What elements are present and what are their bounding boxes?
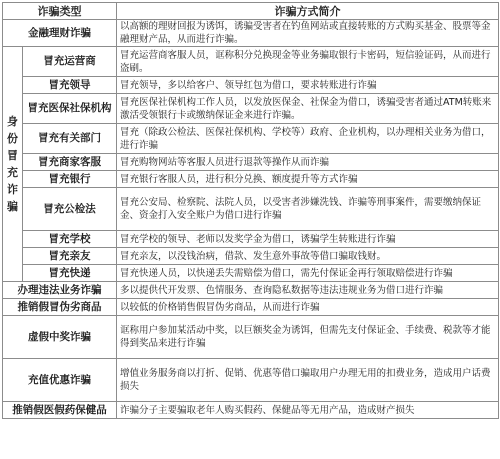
fraud-type-cell: 虚假中奖诈骗 <box>3 316 117 359</box>
fraud-type-cell: 冒充医保社保机构 <box>23 94 117 124</box>
fraud-type-cell: 金融理财诈骗 <box>3 20 117 47</box>
fraud-desc-cell: 诈骗分子主要骗取老年人购买假药、保健品等无用产品，造成财产损失 <box>117 402 499 419</box>
fraud-desc-cell: 冒充银行客服人员，进行积分兑换、额度提升等方式诈骗 <box>117 171 499 188</box>
table-row <box>3 77 499 94</box>
table-row <box>3 124 499 154</box>
fraud-desc-cell: 冒充快递人员，以快递丢失需赔偿为借口，需先付保证金再行领取赔偿进行诈骗 <box>117 265 499 282</box>
fraud-desc-cell: 冒充运营商客服人员，诓称积分兑换现金等业务骗取银行卡密码，短信验证码，从而进行盗刷。 <box>117 47 499 77</box>
fraud-desc-cell: 增值业务服务商以打折、促销、优惠等借口骗取用户办理无用的扣费业务，造成用户话费损失 <box>117 359 499 402</box>
table-row <box>3 316 499 359</box>
fraud-type-cell: 冒充学校 <box>23 231 117 248</box>
table-row <box>3 265 499 282</box>
fraud-type-cell: 冒充亲友 <box>23 248 117 265</box>
impersonation-group-label: 身份冒充诈骗 <box>3 47 23 282</box>
fraud-type-cell: 冒充公检法 <box>23 188 117 231</box>
table-row <box>3 20 499 47</box>
table-row <box>3 154 499 171</box>
fraud-types-table <box>2 2 499 419</box>
fraud-desc-cell: 冒充（除政公检法、医保社保机构、学校等）政府、企业机构，以办理相关业务为借口，进行诈骗 <box>117 124 499 154</box>
fraud-desc-cell: 冒充学校的领导、老师以发奖学金为借口，诱骗学生转账进行诈骗 <box>117 231 499 248</box>
table-row <box>3 248 499 265</box>
fraud-desc-cell: 以高额的理财回报为诱饵，诱骗受害者在钓鱼网站或直接转账的方式购买基金、股票等金融理财产品，从而进行诈骗。 <box>117 20 499 47</box>
fraud-type-cell: 冒充有关部门 <box>23 124 117 154</box>
fraud-type-cell: 办理违法业务诈骗 <box>3 282 117 299</box>
fraud-desc-cell: 以较低的价格销售假冒伪劣商品，从而进行诈骗 <box>117 299 499 316</box>
fraud-type-cell: 冒充快递 <box>23 265 117 282</box>
fraud-type-cell: 充值优惠诈骗 <box>3 359 117 402</box>
fraud-type-cell: 冒充银行 <box>23 171 117 188</box>
table-row <box>3 402 499 419</box>
fraud-desc-cell: 诓称用户参加某活动中奖，以巨额奖金为诱饵，但需先支付保证金、手续费、税款等才能得到奖品来进行诈骗 <box>117 316 499 359</box>
table-row <box>3 188 499 231</box>
table-row <box>3 299 499 316</box>
fraud-desc-cell: 冒充亲友，以没钱治病，借款、发生意外事故等借口骗取钱财。 <box>117 248 499 265</box>
fraud-desc-cell: 冒充领导，多以给客户、领导红包为借口，要求转账进行诈骗 <box>117 77 499 94</box>
fraud-desc-cell: 冒充购物网站等客服人员进行退款等操作从而诈骗 <box>117 154 499 171</box>
fraud-type-cell: 冒充运营商 <box>23 47 117 77</box>
fraud-type-cell: 冒充商家客服 <box>23 154 117 171</box>
fraud-type-cell: 推销假医假药保健品 <box>3 402 117 419</box>
table-row <box>3 47 499 77</box>
table-row <box>3 171 499 188</box>
table-row <box>3 94 499 124</box>
fraud-desc-cell: 多以提供代开发票、色情服务、查询隐私数据等违法违规业务为借口进行诈骗 <box>117 282 499 299</box>
header-desc: 诈骗方式简介 <box>117 3 499 20</box>
fraud-type-cell: 冒充领导 <box>23 77 117 94</box>
fraud-desc-cell: 冒充公安局、检察院、法院人员，以受害者涉嫌洗钱、诈骗等刑事案件，需要缴纳保证金、资金打入安全账户为借口进行诈骗 <box>117 188 499 231</box>
table-row <box>3 231 499 248</box>
table-header-row <box>3 3 499 20</box>
fraud-type-cell: 推销假冒伪劣商品 <box>3 299 117 316</box>
table-row <box>3 282 499 299</box>
header-type: 诈骗类型 <box>3 3 117 20</box>
table-row <box>3 359 499 402</box>
fraud-desc-cell: 冒充医保社保机构工作人员，以发放医保金、社保金为借口，诱骗受害者通过ATM转账来激活受领银行卡或缴纳保证金来进行诈骗。 <box>117 94 499 124</box>
